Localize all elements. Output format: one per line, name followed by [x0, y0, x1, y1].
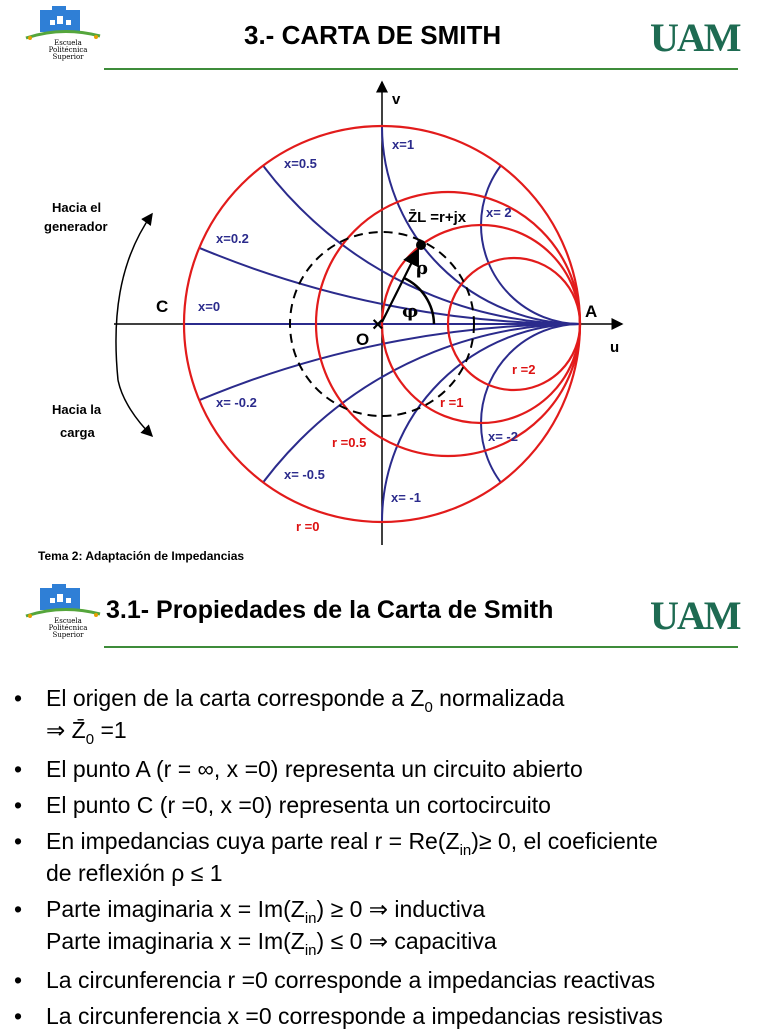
label-x2: x= 2	[486, 205, 512, 220]
list-item-continuation: de reflexión ρ ≤ 1	[46, 860, 223, 886]
toward-load-line-2: carga	[60, 425, 95, 440]
eps-line-1: Escuela	[54, 39, 82, 47]
origin-cross: ×	[372, 314, 384, 336]
xm05-arc	[184, 324, 768, 545]
point-c-label: C	[156, 297, 169, 316]
uam-logo: UAM	[650, 15, 740, 60]
list-item: • La circunferencia r =0 corresponde a impedancias reactivas	[14, 967, 656, 993]
zl-point	[416, 240, 426, 250]
header-rule-2	[104, 646, 738, 648]
eps-line-1: Escuela	[54, 617, 82, 625]
slide1-footer: Tema 2: Adaptación de Impedancias	[38, 549, 245, 563]
list-item-continuation: Parte imaginaria $x = Im(Z_{in}) \le 0$ ⇒ capacitiva	[46, 928, 497, 959]
toward-generator-line-1: Hacia el	[52, 200, 102, 215]
label-x0: x=0	[198, 299, 221, 314]
list-item: • El punto A (r = ∞, x =0) representa un circuito abierto	[14, 756, 583, 782]
toward-generator-arrow	[116, 214, 152, 380]
x2-arc	[481, 126, 679, 324]
label-r1: r =1	[440, 395, 464, 410]
eps-line-2: Politécnica	[48, 624, 88, 632]
x02-arc	[0, 0, 768, 324]
label-xm05: x= -0.5	[284, 467, 325, 482]
point-a-label: A	[585, 302, 598, 321]
list-item: • En impedancias cuya parte real $r = Re(Z_{in})\ge 0$, el coeficiente	[14, 828, 658, 859]
label-r0: r =0	[296, 519, 320, 534]
toward-generator-line-2: generador	[44, 219, 108, 234]
slide-2	[0, 576, 768, 1029]
list-item: • El punto C (r =0, x =0) representa un cortocircuito	[14, 792, 551, 818]
label-r05: r =0.5	[332, 435, 367, 450]
label-xm1: x= -1	[391, 490, 421, 505]
zl-label: Z̄L =r+jx	[408, 209, 467, 226]
phi-label: φ	[402, 301, 419, 322]
point-o-label: O	[356, 330, 370, 349]
eps-line-2: Politécnica	[48, 46, 88, 54]
slide2-title: 3.1- Propiedades de la Carta de Smith	[106, 596, 554, 624]
list-item: • Parte imaginaria $x = Im(Z_{in}) \ge 0$ ⇒ inductiva	[14, 896, 486, 927]
rho-label: ρ	[416, 258, 428, 279]
xm02-arc	[0, 324, 768, 545]
label-x05: x=0.5	[284, 156, 317, 171]
label-x1: x=1	[392, 137, 415, 152]
label-x02: x=0.2	[216, 231, 249, 246]
eps-line-3: Superior	[52, 631, 84, 639]
u-axis-label: u	[610, 339, 620, 356]
properties-list	[0, 684, 768, 1031]
toward-load-arrow	[118, 380, 152, 436]
label-xm2: x= -2	[488, 429, 518, 444]
eps-logo-2	[22, 582, 104, 642]
list-item-continuation: ⇒ $Z̄_0 =1$	[46, 717, 127, 748]
label-xm02: x= -0.2	[216, 395, 257, 410]
uam-logo-2: UAM	[650, 593, 740, 638]
v-axis-label: v	[392, 91, 401, 108]
xm2-arc	[481, 324, 679, 522]
toward-load-line-1: Hacia la	[52, 402, 102, 417]
slide1-title: 3.- CARTA DE SMITH	[244, 20, 502, 50]
list-item: • La circunferencia x =0 corresponde a impedancias resistivas	[14, 1003, 663, 1029]
label-r2: r =2	[512, 362, 536, 377]
eps-line-3: Superior	[52, 53, 84, 61]
list-item: • El origen de la carta corresponde a $Z_0$ normalizada	[14, 685, 565, 716]
